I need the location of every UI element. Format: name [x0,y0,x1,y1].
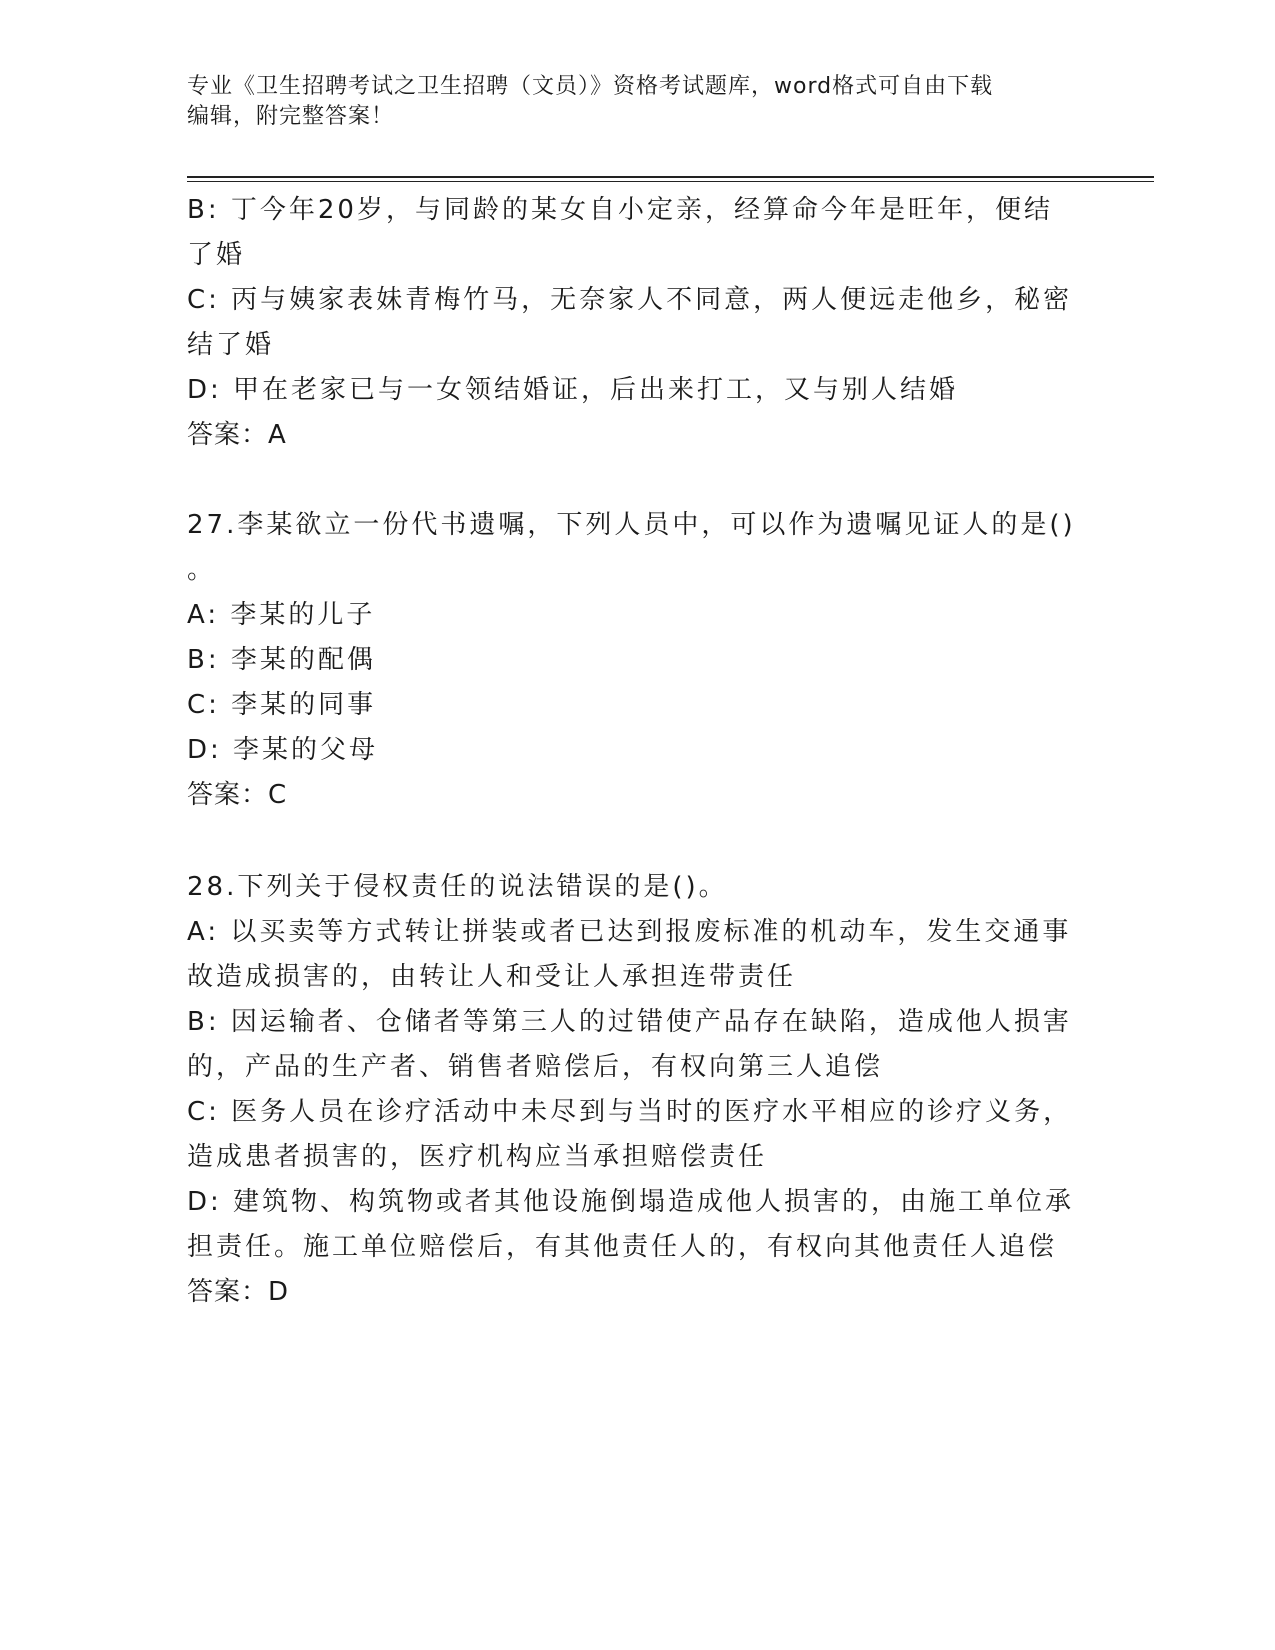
question-stem-line-1: 27.李某欲立一份代书遗嘱，下列人员中，可以作为遗嘱见证人的是() [187,510,1076,540]
question-stem-line-2: 。 [187,555,217,585]
header-divider-thin [187,181,1154,182]
option-b-line-1: B: 因运输者、仓储者等第三人的过错使产品存在缺陷，造成他人损害 [187,1007,1072,1037]
option-a-line-1: A: 以买卖等方式转让拼装或者已达到报废标准的机动车，发生交通事 [187,917,1072,947]
option-c-line-1: C: 医务人员在诊疗活动中未尽到与当时的医疗水平相应的诊疗义务， [187,1097,1073,1127]
option-d: D: 李某的父母 [187,735,379,765]
header-divider-thick [187,176,1154,178]
option-a-line-2: 故造成损害的，由转让人和受让人承担连带责任 [187,962,797,992]
spacer [187,818,1077,865]
answer: 答案：A [187,420,287,450]
option-a: A: 李某的儿子 [187,600,376,630]
answer: 答案：C [187,780,288,810]
document-header [187,72,1067,132]
question-27 [187,503,1077,818]
option-b: B: 李某的配偶 [187,645,376,675]
spacer [187,458,1077,503]
header-line-1: 专业《卫生招聘考试之卫生招聘（文员）》资格考试题库，word格式可自由下载 [187,74,994,99]
option-c-line-2: 造成患者损害的，医疗机构应当承担赔偿责任 [187,1142,768,1172]
option-b-line-2: 了婚 [187,240,246,270]
option-c: C: 李某的同事 [187,690,377,720]
option-b-line-1: B: 丁今年20岁，与同龄的某女自小定亲，经算命今年是旺年，便结 [187,195,1053,225]
option-d-line-1: D: 甲在老家已与一女领结婚证，后出来打工，又与别人结婚 [187,375,959,405]
header-line-2: 编辑，附完整答案！ [187,104,395,129]
question-28 [187,865,1077,1315]
option-c-line-2: 结了婚 [187,330,275,360]
option-d-line-1: D: 建筑物、构筑物或者其他设施倒塌造成他人损害的，由施工单位承 [187,1187,1075,1217]
option-c-line-1: C: 丙与姨家表妹青梅竹马，无奈家人不同意，两人便远走他乡，秘密 [187,285,1073,315]
option-b-line-2: 的，产品的生产者、销售者赔偿后，有权向第三人追偿 [187,1052,884,1082]
document-body [187,188,1077,1315]
question-stem: 28.下列关于侵权责任的说法错误的是()。 [187,872,728,902]
option-d-line-2: 担责任。施工单位赔偿后，有其他责任人的，有权向其他责任人追偿 [187,1232,1058,1262]
prev-question [187,188,1077,458]
answer: 答案：D [187,1277,290,1307]
